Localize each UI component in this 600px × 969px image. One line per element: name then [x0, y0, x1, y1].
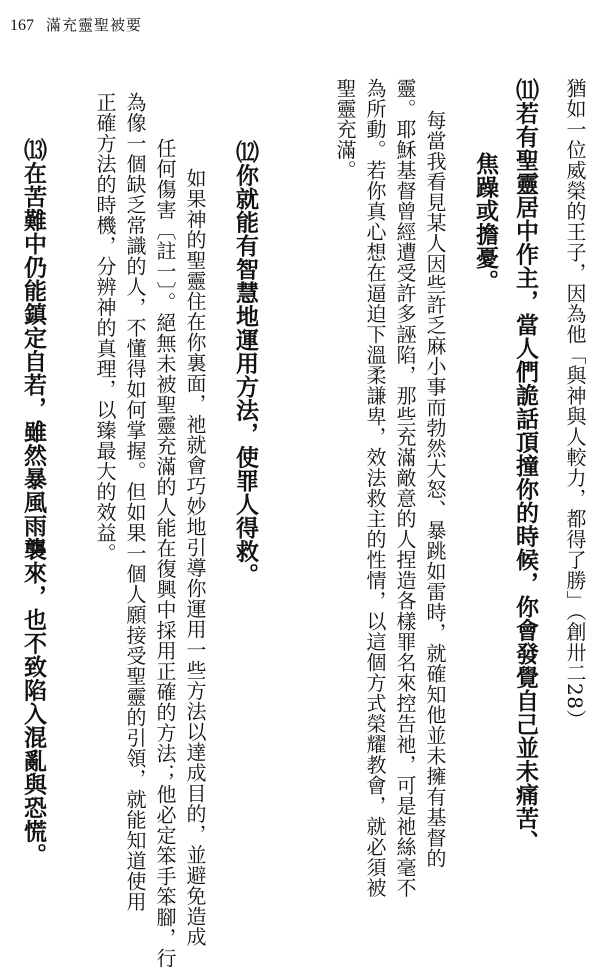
heading-12: ⑿你就能有智慧地運用方法，使罪人得救。: [232, 140, 258, 587]
text-column-3: 靈。耶穌基督曾經遭受許多誣陷，那些充滿敵意的人捏造各樣罪名來控告祂，可是祂絲毫不: [393, 78, 417, 898]
heading-11: ⑾若有聖靈居中作主，當人們詭話頂撞你的時候，你會發覺自己並未痛苦、: [512, 78, 538, 854]
book-title: 滿充靈聖被要: [46, 16, 143, 34]
text-column-5: 聖靈充滿。: [333, 78, 357, 181]
text-column-9: 正確方法的時機，分辨神的真理，以臻最大的效益。: [93, 92, 117, 564]
text-column-4: 為所動。若你真心想在逼迫下溫柔謙卑，效法救主的性情，以這個方式榮耀教會，就必須被: [363, 78, 387, 898]
text-column-8: 為像一個缺乏常識的人，不懂得如何掌握。但如果一個人願接受聖靈的引領，就能知道使用: [123, 92, 147, 912]
text-column-1: 猶如一位威榮的王子，因為他「與神與人較力，都得了勝」（創卅二28）: [563, 78, 587, 730]
text-column-2: 每當我看見某人因些許乏麻小事而勃然大怒、暴跳如雷時，就確知他並未擁有基督的: [423, 110, 447, 869]
text-column-6: 如果神的聖靈住在你裏面，祂就會巧妙地引導你運用一些方法以達成目的，並避免造成: [183, 168, 207, 947]
text-column-7: 任何傷害〔註一〕。絕無未被聖靈充滿的人能在復興中採用正確的方法；他必定笨手笨腳，行: [153, 138, 177, 969]
running-header: [10, 14, 142, 35]
heading-11-continued: 焦躁或擔憂。: [472, 152, 498, 293]
page-number: 167: [10, 17, 34, 34]
heading-13: ⒀在苦難中仍能鎮定自若，雖然暴風雨襲來，也不致陷入混亂與恐慌。: [20, 138, 46, 867]
